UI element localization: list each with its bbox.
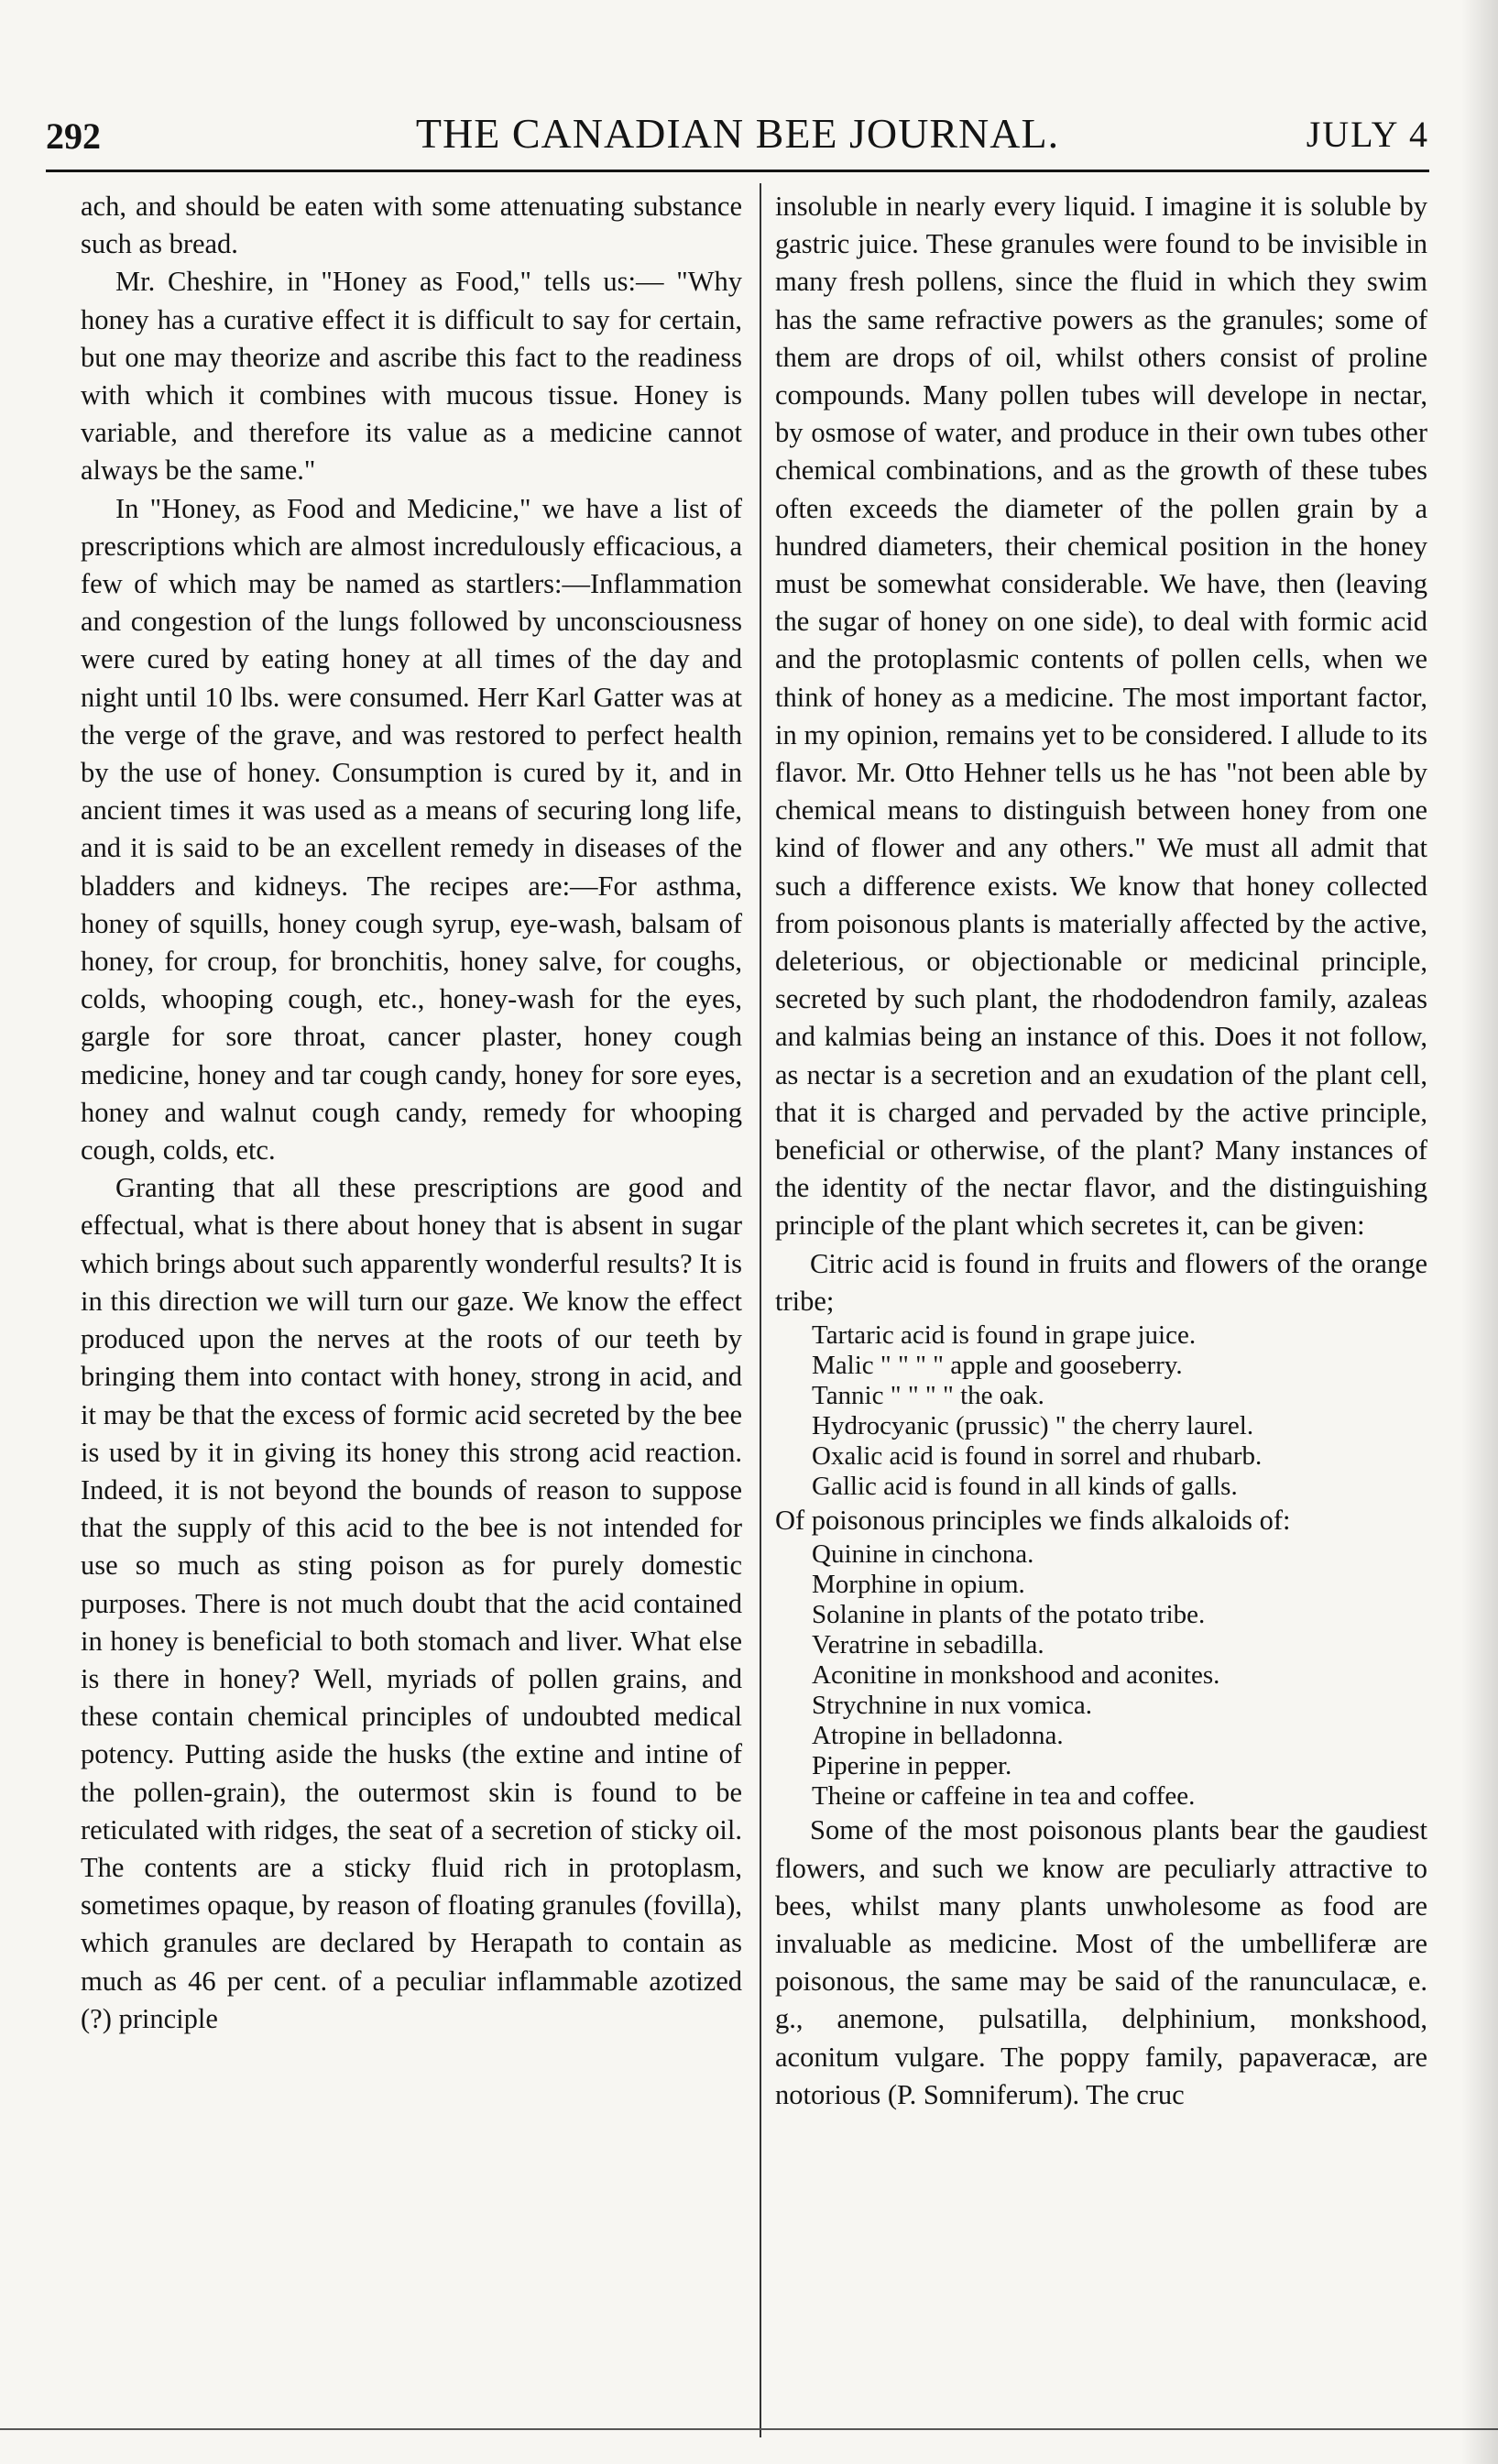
column-divider (760, 183, 761, 2437)
list-item: Quinine in cinchona. (812, 1539, 1034, 1570)
alkaloid-list (775, 1539, 1427, 1812)
right-paragraph-3: Of poisonous principles we finds alkaloids of: (775, 1505, 1291, 1537)
left-paragraph-2: Mr. Cheshire, in "Honey as Food," tells us:— "Why honey has a curative effect it is difficult to say for certain, but one may theorize and ascribe this fact to the readiness with which it combines with mucous tissue. Honey is variable, and therefore its value as a medicine cannot always be the same." (81, 266, 742, 487)
right-paragraph-1: insoluble in nearly every liquid. I imagine it is soluble by gastric juice. These granules were found to be invisible in many fresh pollens, since the fluid in which they swim has the same refractive powers as the granules; some of them are drops of oil, whilst others consist of proline compounds. Many pollen tubes will develope in nectar, by osmose of water, and produce in their own tubes other chemical combinations, and as the growth of these tubes often exceeds the diameter of the pollen grain by a hundred diameters, their chemical position in the honey must be somewhat considerable. We have, then (leaving the sugar of honey on one side), to deal with formic acid and the protoplasmic contents of pollen cells, when we think of honey as a medicine. The most important factor, in my opinion, remains yet to be considered. I allude to its flavor. Mr. Otto Hehner tells us he has "not been able by chemical means to distinguish between honey from one kind of flower and any others." We must all admit that such a difference exists. We know that honey collected from poisonous plants is materially affected by the active, deleterious, or objectionable or medicinal principle, secreted by such plant, the rhododendron family, azaleas and kalmias being an instance of this. Does it not follow, as nectar is a secretion and an exudation of the plant cell, that it is charged and pervaded by the active principle, beneficial or otherwise, of the plant? Many instances of the identity of the nectar flavor, and the distinguishing principle of the plant which secretes it, can be given: (775, 191, 1427, 1242)
right-paragraph-2: Citric acid is found in fruits and flowers of the orange tribe; (775, 1247, 1427, 1317)
list-item: Tannic " " " " the oak. (812, 1381, 1044, 1411)
left-paragraph-4: Granting that all these prescriptions are good and effectual, what is there about honey that is absent in sugar which brings about such apparently wonderful results? It is in this direction we will turn our gaze. We know the effect produced upon the nerves at the roots of our teeth by bringing them into contact with honey, strong in acid, and it may be that the excess of formic acid secreted by the bee is used by it in giving its honey this strong acid reaction. Indeed, it is not beyond the bounds of reason to suppose that the supply of this acid to the bee is not intended for use so much as sting poison as for purely domestic purposes. There is not much doubt that the acid contained in honey is beneficial to both stomach and liver. What else is there in honey? Well, myriads of pollen grains, and these contain chemical principles of undoubted medical potency. Putting aside the husks (the extine and intine of the pollen-grain), the outermost skin is found to be reticulated with ridges, the seat of a secretion of sticky oil. The contents are a sticky fluid rich in protoplasm, sometimes opaque, by reason of floating granules (fovilla), which granules are declared by Herapath to contain as much as 46 per cent. of a peculiar inflammable azotized (?) principle (81, 1172, 742, 2034)
list-item: Tartaric acid is found in grape juice. (812, 1320, 1197, 1351)
list-item: Piperine in pepper. (812, 1751, 1012, 1781)
list-item: Solanine in plants of the potato tribe. (812, 1600, 1206, 1630)
page-header (46, 105, 1429, 160)
page-edge-shadow (1461, 0, 1498, 2464)
list-item: Atropine in belladonna. (812, 1721, 1064, 1751)
left-column (81, 188, 742, 2038)
issue-date: JULY 4 (1306, 114, 1429, 155)
list-item: Malic " " " " apple and gooseberry. (812, 1351, 1183, 1381)
acid-list (775, 1320, 1427, 1502)
list-item: Aconitine in monkshood and aconites. (812, 1660, 1220, 1691)
right-column (775, 188, 1427, 2114)
list-item: Morphine in opium. (812, 1570, 1025, 1600)
list-item: Strychnine in nux vomica. (812, 1691, 1093, 1721)
journal-title: THE CANADIAN BEE JOURNAL. (415, 110, 1060, 157)
list-item: Theine or caffeine in tea and coffee. (812, 1781, 1196, 1812)
left-paragraph-3: In "Honey, as Food and Medicine," we have a list of prescriptions which are almost incredulously efficacious, a few of which may be named as startlers:—Inflammation and congestion of the lungs followed by unconsciousness were cured by eating honey at all times of the day and night until 10 lbs. were consumed. Herr Karl Gatter was at the verge of the grave, and was restored to perfect health by the use of honey. Consumption is cured by it, and in ancient times it was used as a means of securing long life, and it is said to be an excellent remedy in diseases of the bladders and kidneys. The recipes are:—For asthma, honey of squills, honey cough syrup, eye-wash, balsam of honey, for croup, for bronchitis, honey salve, for coughs, colds, whooping cough, etc., honey-wash for the eyes, gargle for sore throat, cancer plaster, honey cough medicine, honey and tar cough candy, honey for sore eyes, honey and walnut cough candy, remedy for whooping cough, colds, etc. (81, 492, 742, 1166)
list-item: Oxalic acid is found in sorrel and rhubarb. (812, 1441, 1263, 1472)
left-paragraph-1: ach, and should be eaten with some attenuating substance such as bread. (81, 191, 742, 260)
list-item: Veratrine in sebadilla. (812, 1630, 1044, 1660)
page-number: 292 (46, 115, 101, 157)
list-item: Gallic acid is found in all kinds of galls. (812, 1472, 1238, 1502)
right-paragraph-4: Some of the most poisonous plants bear the gaudiest flowers, and such we know are peculiarly attractive to bees, whilst many plants unwholesome as food are invaluable as medicine. Most of the umbelliferæ are poisonous, the same may be said of the ranunculacæ, e. g., anemone, pulsatilla, delphinium, monkshood, aconitum vulgare. The poppy family, papaveracæ, are notorious (P. Somniferum). The cruc (775, 1814, 1427, 2110)
header-rule (46, 170, 1429, 172)
bottom-rule (0, 2428, 1498, 2430)
list-item: Hydrocyanic (prussic) " the cherry laurel. (812, 1411, 1254, 1441)
